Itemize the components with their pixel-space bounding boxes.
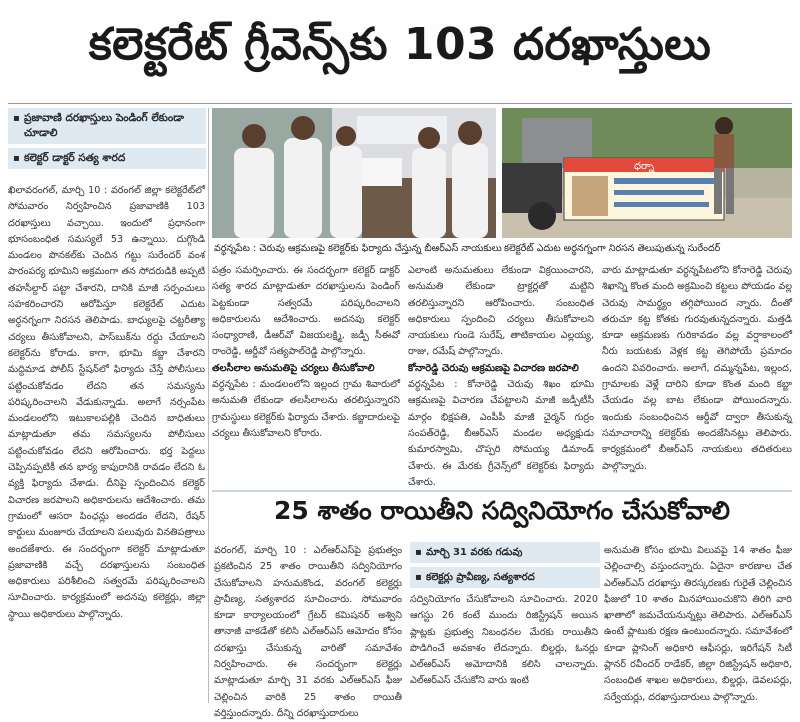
paragraph: ఎలాంటి అనుమతులు లేకుండా విక్రయించారని, అనుమతి లేకుండా ట్రాక్టర్లతో మట్టిని తరలిస్తున్నారని ఆరోపించారు. సంబంధిత అధికారులు స్పందించి చర్యలు తీసుకోవాలని నాయకులు గుండె సురేష్, తాటికాయల ఎల్లయ్య, రాజు, రమేష్ పాల్గొన్నారు.	[408, 265, 594, 358]
highlight-item: ▪ ప్రజావాణి దరఖాస్తులు పెండింగ్ లేకుండా చూడాలి	[8, 108, 206, 144]
article2-column-3: అనుమతి కోసం భూమి విలువపై 14 శాతం ఫీజు చెల్లించాల్సి వస్తుందన్నారు. ఏదైనా కారణాల చేత ఎల్‌ఆర్‌ఎస్ దరఖాస్తు తిరస్కరణకు గురైతే చెల్లించిన ఫీజులో 10 శాతం మినహాయించుకొని తిరిగి వారి ఖాతాలో జమచేయనున్నట్లు తెలిపారు. ఎల్‌ఆర్‌ఎస్ ఉంటే ప్లాటుకు రక్షణ ఉంటుందన్నారు. సమావేశంలో కూడా ప్లానింగ్ అధికారి ఆఫీసర్లు, ఇరిగేషన్ సిటీ ప్లానర్ రవీందర్ రాడేకర్, జిల్లా రిజిస్ట్రేషన్ అధికారి, సంబంధిత శాఖల అధికారులు, బిల్డర్లు, డెవలపర్లు, సర్వేయర్లు, దరఖాస్తుదారులు పాల్గొన్నారు.	[604, 545, 792, 703]
highlight-item: ▪ మార్చి 31 వరకు గడువు	[410, 542, 600, 563]
highlight-item: ▪ కలెక్టర్ డాక్టర్ సత్య శారద	[8, 148, 206, 169]
headline-divider	[8, 103, 792, 104]
paragraph: పత్రం సమర్పించారు. ఈ సందర్భంగా కలెక్టర్ డాక్టర్ సత్య శారద మాట్లాడుతూ దరఖాస్తులను పెండింగ్ పెట్టకుండా సత్వరమే పరిష్కరించాలని అధికారులను ఆదేశించారు. అదనపు కలెక్టర్ సంధ్యారాణి, డీఆర్‌వో విజయలక్ష్మి, జడ్పీ సీఈవో రాంరెడ్డి, ఆర్డీవో సత్యపాల్‌రెడ్డి పాల్గొన్నారు.	[212, 265, 400, 358]
article-column-4: వారు మాట్లాడుతూ వర్ధన్నపేటలోని కోనారెడ్డి చెరువు శిఖాన్ని కొంత మంది అక్రమించి కట్టలు పోయడం వల్ల చెరువు సామర్థ్యం తగ్గిపోయింద న్నారు. దీంతో తరుచూ కట్ట కోతకు గురవుతున్నదన్నారు. మత్తడి కూడా ఆక్రమణకు గురికావడం వల్ల వర్షాకాలంలో నీరు బయటకు వెళ్లక కట్ట తెగిపోయే ప్రమాదం ఉందని వివరించారు. అలాగే, దమ్మన్నపేట, ఇల్లంద, గ్రామాలకు వెళ్లే దారిని కూడా కొంత మంది కబ్జా చేయడం వల్ల బాట లేకుండా పోయిందన్నారు. ఇందుకు సంబంధించిన ఆర్డీవో ద్వారా తీసుకున్న సమాచారాన్ని కలెక్టర్‌కు అందజేసినట్లు తెలిపారు. కార్యక్రమంలో బీఆర్‌ఎస్ నాయకులు తదితరులు పాల్గొన్నారు.	[602, 265, 792, 472]
photo-protest	[502, 108, 792, 238]
column-divider	[208, 108, 209, 703]
photo-petition-group	[212, 108, 496, 238]
article2-highlights	[410, 542, 600, 592]
photo-protest-illustration	[502, 108, 792, 238]
article-column-2	[212, 263, 400, 487]
article2-column-1: వరంగల్, మార్చి 10 : ఎల్‌ఆర్‌ఎస్‌పై ప్రభుత్వం ప్రకటించిన 25 శాతం రాయితీని సద్వినియోగం చేసుకోవాలని హనుమకొండ, వరంగల్ కలెక్టర్లు ప్రావీణ్య, సత్యశారద సూచించారు. సోమవారం కూడా కార్యాలయంలో గ్రేటర్ కమిషనర్ అశ్విని తానాజీ వాకడేతో కలిసి ఎల్‌ఆర్‌ఎస్ ఆమోదం కోసం దరఖాస్తు చేసుకున్న వారితో సమావేశం నిర్వహించారు. ఈ సందర్భంగా కలెక్టర్లు మాట్లాడుతూ మార్చి 31 వరకు ఎల్‌ఆర్‌ఎస్ ఫీజు చెల్లించిన వారికి 25 శాతం రాయితీ వర్తిస్తుందన్నారు. దీన్ని దరఖాస్తుదారులు	[214, 545, 402, 719]
protest-banner-text: ధర్నా	[633, 161, 655, 172]
subheading: కోనారెడ్డి చెరువు ఆక్రమణపై విచారణ జరపాలి	[408, 362, 579, 374]
main-headline: కలెక్టరేట్ గ్రీవెన్స్‌కు 103 దరఖాస్తులు	[88, 19, 712, 70]
article-column-1: ఖిలావరంగల్, మార్చి 10 : వరంగల్ జిల్లా కలెక్టరేట్‌లో సోమవారం నిర్వహించిన ప్రజావాణికి 103 దరఖాస్తులు వచ్చాయి. ఇందులో ప్రధానంగా భూసంబంధిత సమస్యలే 53 ఉన్నాయి. దుగ్గొండి మండలం పొనకల్‌కు చెందిన గట్టు సురేందర్ వంశ పారంపర్య భూమిని అక్రమంగా తన సోదరుడికి అప్పటి తహసీల్దార్ పట్టా చేశారని, దానికి మాజీ సర్పంచులు సహకరించారని ఆరోపిస్తూ కలెక్టరేట్ ఎదుట అర్ధనగ్నంగా నిరసన తెలిపాడు. బాధ్యులపై చట్టరీత్యా చర్యలు తీసుకోవాలని, పాస్‌బుక్‌ను రద్దు చేయాలని కలెక్టర్‌ను కోరాడు. కాగా, భూమి కబ్జా చేశారని మద్దిమాడ పోలీస్ స్టేషన్‌లో ఫిర్యాదు చేస్తే పోలీసులు పట్టించుకోవడం లేదని తన సమస్యను పరిష్కరించాలని వేడుకున్నాడు. అలాగే నర్సంపేట మండలంలోని ఇటుకాలపల్లికి చెందిన బాధితులు మాట్లాడుతూ తమ సమస్యలను పోలీసులు పట్టించుకోవడం లేదని ఆరోపించారు. భర్త పెద్దలు చెప్పినప్పటికీ తన భార్య కాపురానికి రావడం లేదని ఓ వ్యక్తి ఫిర్యాదు చేశాడు. దీనిపై స్పందించిన కలెక్టర్ విచారణ జరపాలని అధికారులను ఆదేశించారు. తమ గ్రామంలో ఆసరా పింఛన్లు అందడం లేదని, రేషన్ కార్డులు మంజూరు చేయాలని పలువురు వినతిపత్రాలు అందజేశారు. ఈ సందర్భంగా కలెక్టర్ మాట్లాడుతూ ప్రజావాణికి వచ్చే దరఖాస్తులను సంబంధిత అధికారులు పరిశీలించి సత్వరమే పరిష్కరించాలని సూచించారు. కార్యక్రమంలో అదనపు కలెక్టర్లు, జిల్లా స్థాయి అధికారులు పాల్గొన్నారు.	[8, 185, 205, 620]
subheading: తలసీలాల అనుమతిపై చర్యలు తీసుకోవాలి	[212, 362, 375, 374]
article-column-3	[408, 263, 594, 487]
photo-caption: కలెక్టరేట్ ఎదుట అర్ధనగ్నంగా నిరసన తెలుపుతున్న సురేందర్	[504, 243, 721, 254]
photo-petition-illustration	[212, 108, 496, 238]
article2-column-2: సద్వినియోగం చేసుకోవాలని సూచించారు. 2020 ఆగస్టు 26 కంటే ముందు రిజిస్ట్రేషన్ అయిన ప్లాట్లకు ప్రభుత్వ నిబంధనల మేరకు రాయితీని పొడిగించే అవకాశం లేదన్నారు. బిల్డర్లు, ఓనర్లు ఎల్‌ఆర్‌ఎస్ అమోదానికి కలిసి చాలన్నారు. ఎల్‌ఆర్‌ఎస్ చేసుకోని వారు ఇంటి	[410, 594, 598, 687]
second-headline: 25 శాతం రాయితీని సద్వినియోగం చేసుకోవాలి	[274, 496, 730, 525]
paragraph: వర్ధన్నపేట : మండలంలోని ఇల్లంద గ్రామ శివారులో అనుమతి లేకుండా తలసీలాలను తరలిస్తున్నారని గ్రామస్థులు కలెక్టర్‌కు ఫిర్యాదు చేశారు. కబ్జాదారులపై చర్యలు తీసుకోవాలని కోరారు.	[212, 379, 400, 439]
side-highlights	[8, 108, 206, 173]
photo-caption: వర్ధన్నపేట : చెరువు ఆక్రమణపై కలెక్టర్‌కు ఫిర్యాదు చేస్తున్న బీఆర్‌ఎస్ నాయకులు	[214, 243, 502, 254]
highlight-item: ▪ కలెక్టర్లు ప్రావీణ్య, సత్యశారద	[410, 567, 600, 588]
paragraph: వర్ధన్నపేట : కోనారెడ్డి చెరువు శిఖం భూమి ఆక్రమణపై విచారణ చేపట్టాలని మాజీ జడ్పీటీసీ మార్గం భిక్షపతి, ఎంపీపీ మాజీ చైర్మన్ గుర్రం సంపత్‌రెడ్డి, బీఆర్‌ఎస్ మండల అధ్యక్షుడు కుమారస్వామి, చొప్పరి సోమయ్య డిమాండ్ చేశారు. ఈ మేరకు గ్రీవెన్స్‌లో కలెక్టర్‌కు ఫిర్యాదు చేశారు.	[408, 379, 594, 488]
